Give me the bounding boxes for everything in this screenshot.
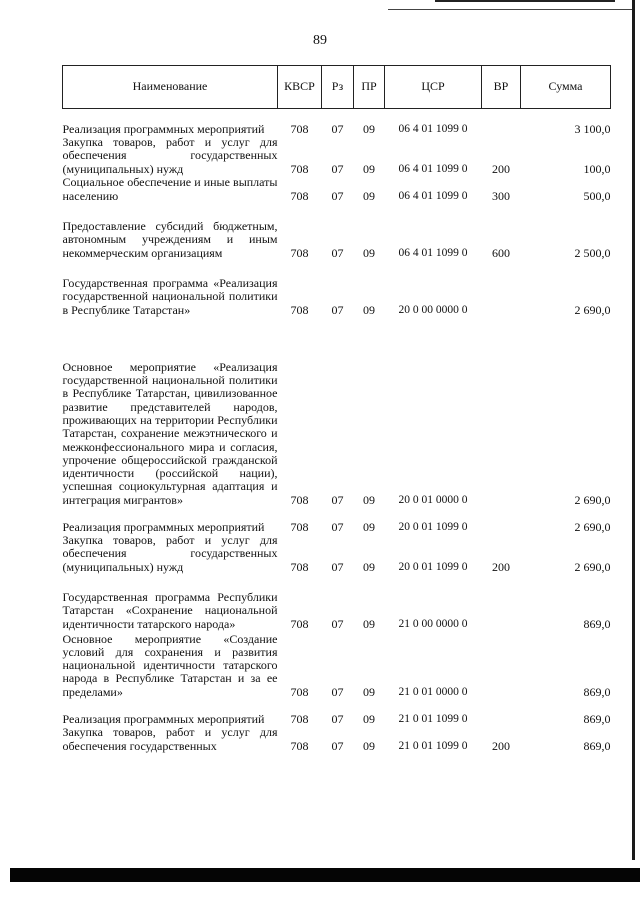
row-vr bbox=[482, 699, 521, 726]
page-number: 89 bbox=[313, 33, 327, 48]
header-sum: Сумма bbox=[521, 66, 611, 109]
header-csr: ЦСР bbox=[385, 66, 482, 109]
row-vr: 300 bbox=[492, 188, 510, 203]
row-kvsr: 708 bbox=[290, 492, 309, 507]
row-pr: 09 bbox=[363, 121, 375, 136]
row-pr: 09 bbox=[363, 616, 375, 631]
row-vr: 200 bbox=[492, 161, 510, 176]
row-csr: 21 0 01 1099 0 bbox=[398, 712, 468, 725]
row-csr: 20 0 01 1099 0 bbox=[398, 520, 468, 533]
table-row bbox=[63, 574, 611, 631]
row-name: Основное мероприятие «Реализация государственной национальной политики в Республике Татарстан, цивилизованное развитие представителей народов, проживающих на территории Республики Татарстан, сохранение межэтнического и межконфессионального мира и согласия, упрочение общероссийской гражданской идентичности (российской нации), успешная социокультурная адаптация и интеграция мигрантов» bbox=[62, 359, 278, 507]
row-sum: 2 690,0 bbox=[574, 492, 611, 507]
row-kvsr: 708 bbox=[290, 711, 309, 726]
row-pr: 09 bbox=[363, 161, 375, 176]
top-rule bbox=[435, 0, 615, 2]
row-csr: 06 4 01 1099 0 bbox=[398, 162, 468, 175]
table-row bbox=[63, 260, 611, 317]
row-rz: 07 bbox=[331, 559, 344, 574]
row-kvsr: 708 bbox=[290, 121, 309, 136]
row-sum: 869,0 bbox=[583, 684, 611, 699]
header-vr: ВР bbox=[482, 66, 521, 109]
row-sum: 3 100,0 bbox=[574, 121, 611, 136]
row-rz: 07 bbox=[331, 738, 344, 753]
header-kvsr: КВСР bbox=[278, 66, 322, 109]
row-rz: 07 bbox=[331, 302, 344, 317]
table-row bbox=[63, 699, 611, 726]
row-kvsr: 708 bbox=[290, 519, 309, 534]
row-name: Реализация программных мероприятий bbox=[62, 519, 265, 534]
scan-right-edge bbox=[632, 0, 635, 860]
table-row bbox=[63, 534, 611, 574]
row-name: Закупка товаров, работ и услуг для обеспечения государственных bbox=[62, 725, 278, 753]
table-row bbox=[63, 317, 611, 507]
row-name: Реализация программных мероприятий bbox=[62, 711, 265, 726]
row-vr bbox=[482, 574, 521, 631]
header-pr: ПР bbox=[354, 66, 385, 109]
row-csr: 21 0 01 0000 0 bbox=[398, 685, 468, 698]
row-name: Государственная программа «Реализация государственной национальной политики в Республике Татарстан» bbox=[62, 276, 278, 317]
row-pr: 09 bbox=[363, 302, 375, 317]
row-csr: 20 0 01 1099 0 bbox=[398, 560, 468, 573]
row-kvsr: 708 bbox=[290, 738, 309, 753]
row-rz: 07 bbox=[331, 684, 344, 699]
row-name: Предоставление субсидий бюджетным, автономным учреждениям и иным некоммерческим организациям bbox=[62, 219, 278, 260]
table-row bbox=[63, 507, 611, 534]
table-row bbox=[63, 109, 611, 137]
header-rz: Рз bbox=[322, 66, 354, 109]
row-csr: 06 4 01 1099 0 bbox=[398, 122, 468, 135]
row-vr bbox=[482, 507, 521, 534]
row-sum: 869,0 bbox=[583, 711, 611, 726]
row-pr: 09 bbox=[363, 738, 375, 753]
row-vr: 600 bbox=[492, 245, 510, 260]
row-csr: 20 0 00 0000 0 bbox=[398, 303, 468, 316]
row-name: Государственная программа Республики Татарстан «Сохранение национальной идентичности татарского народа» bbox=[62, 590, 278, 631]
row-sum: 500,0 bbox=[583, 188, 611, 203]
row-rz: 07 bbox=[331, 121, 344, 136]
row-sum: 2 690,0 bbox=[574, 519, 611, 534]
row-rz: 07 bbox=[331, 188, 344, 203]
row-csr: 20 0 01 0000 0 bbox=[398, 493, 468, 506]
row-kvsr: 708 bbox=[290, 188, 309, 203]
table-row bbox=[63, 631, 611, 699]
row-pr: 09 bbox=[363, 559, 375, 574]
table-row bbox=[63, 203, 611, 260]
row-sum: 2 690,0 bbox=[574, 302, 611, 317]
row-kvsr: 708 bbox=[290, 302, 309, 317]
budget-table bbox=[62, 65, 611, 753]
table-row bbox=[63, 726, 611, 753]
row-pr: 09 bbox=[363, 245, 375, 260]
row-kvsr: 708 bbox=[290, 161, 309, 176]
row-sum: 2 500,0 bbox=[574, 245, 611, 260]
row-vr bbox=[482, 260, 521, 317]
table-row bbox=[63, 176, 611, 203]
row-rz: 07 bbox=[331, 519, 344, 534]
row-pr: 09 bbox=[363, 684, 375, 699]
row-vr bbox=[482, 317, 521, 507]
row-kvsr: 708 bbox=[290, 684, 309, 699]
row-vr bbox=[482, 109, 521, 137]
header-name: Наименование bbox=[63, 66, 278, 109]
row-rz: 07 bbox=[331, 492, 344, 507]
row-name: Закупка товаров, работ и услуг для обеспечения государственных (муниципальных) нужд bbox=[62, 135, 278, 176]
row-pr: 09 bbox=[363, 711, 375, 726]
top-rule-thin bbox=[388, 9, 632, 10]
row-kvsr: 708 bbox=[290, 559, 309, 574]
row-pr: 09 bbox=[363, 519, 375, 534]
row-pr: 09 bbox=[363, 188, 375, 203]
row-sum: 100,0 bbox=[583, 161, 611, 176]
row-rz: 07 bbox=[331, 711, 344, 726]
row-rz: 07 bbox=[331, 245, 344, 260]
row-csr: 21 0 00 0000 0 bbox=[398, 617, 468, 630]
row-name: Закупка товаров, работ и услуг для обеспечения государственных (муниципальных) нужд bbox=[62, 533, 278, 574]
table-header-row bbox=[63, 66, 611, 109]
row-name: Социальное обеспечение и иные выплаты населению bbox=[62, 175, 278, 203]
scan-bottom-bar bbox=[10, 868, 640, 882]
row-vr: 200 bbox=[492, 738, 510, 753]
row-vr bbox=[482, 631, 521, 699]
row-rz: 07 bbox=[331, 616, 344, 631]
row-csr: 06 4 01 1099 0 bbox=[398, 246, 468, 259]
row-kvsr: 708 bbox=[290, 245, 309, 260]
row-name: Реализация программных мероприятий bbox=[62, 121, 265, 136]
row-rz: 07 bbox=[331, 161, 344, 176]
row-sum: 2 690,0 bbox=[574, 559, 611, 574]
row-csr: 21 0 01 1099 0 bbox=[398, 739, 468, 752]
row-sum: 869,0 bbox=[583, 738, 611, 753]
row-sum: 869,0 bbox=[583, 616, 611, 631]
table-row bbox=[63, 136, 611, 176]
row-pr: 09 bbox=[363, 492, 375, 507]
row-kvsr: 708 bbox=[290, 616, 309, 631]
row-name: Основное мероприятие «Создание условий для сохранения и развития национальной идентичности татарского народа в Республике Татарстан и за ее пределами» bbox=[62, 631, 278, 699]
row-csr: 06 4 01 1099 0 bbox=[398, 189, 468, 202]
row-vr: 200 bbox=[492, 559, 510, 574]
